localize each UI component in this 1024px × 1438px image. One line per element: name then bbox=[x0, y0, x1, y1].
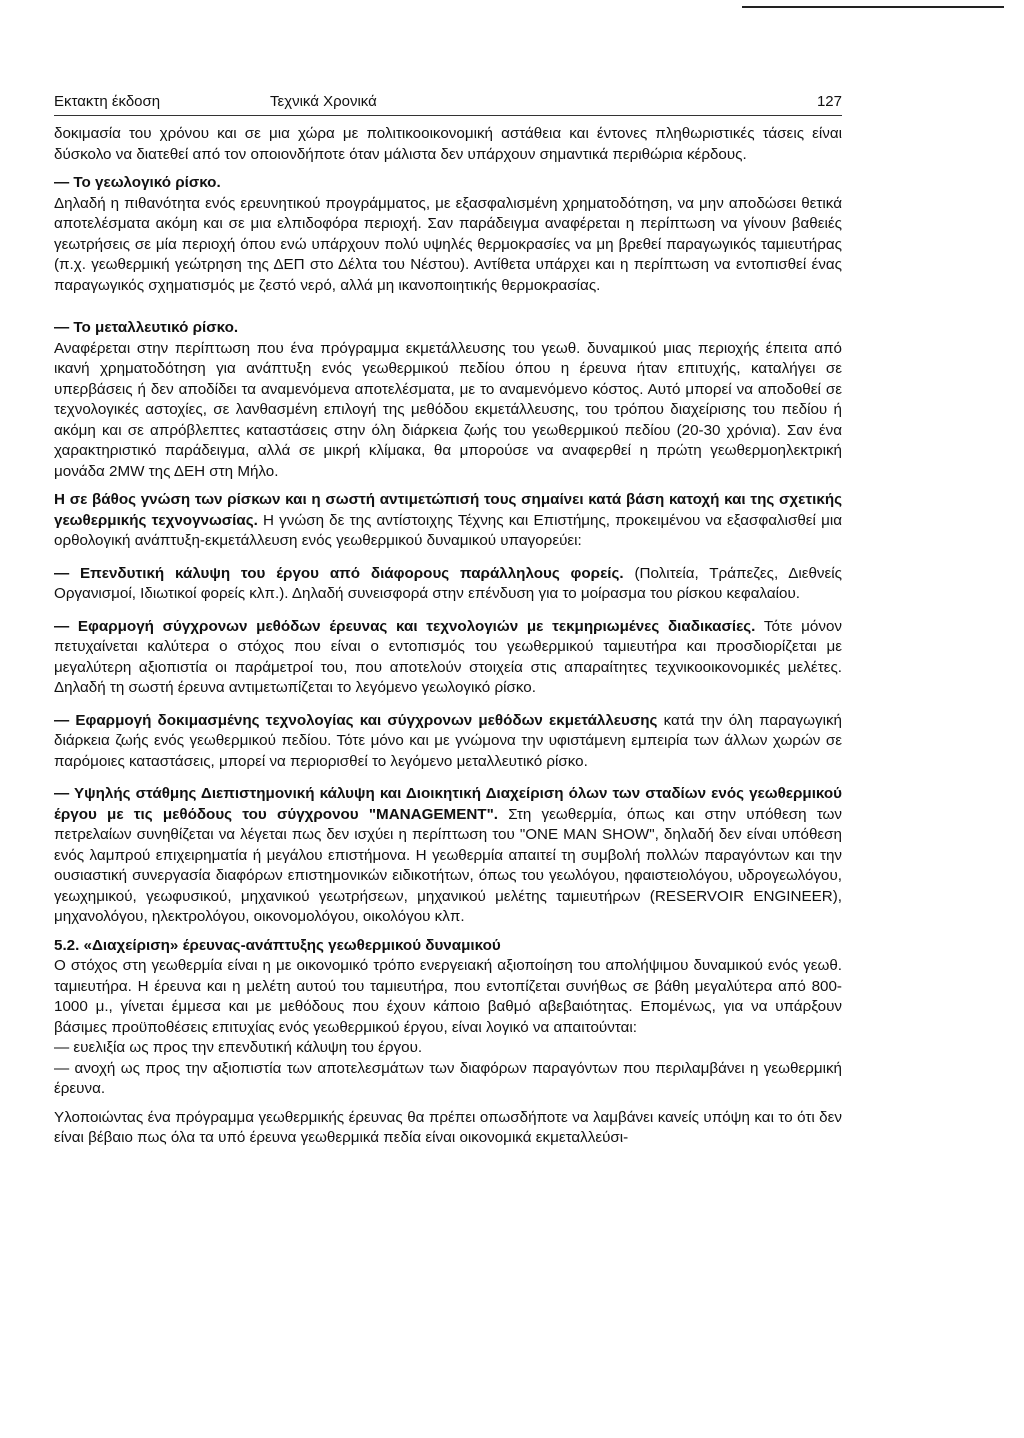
paragraph-section: Ο στόχος στη γεωθερμία είναι η με οικονομικό τρόπο ενεργειακή αξιοποίηση του απολήψιμου δυναμικού ενός γεωθ. ταμιευτήρα. Η έρευνα και η μελέτη αυτού του ταμιευτήρα, που εντοπίζεται συνήθως σε βάθη μεγαλύτερα από 800-1000 μ., γίνεται έμμεσα και με μεθόδους που έχουν κάποιο βαθμό αβεβαιότητας. Επομένως, για να υπάρξουν βάσιμες προϋποθέσεις επιτυχίας ενός γεωθερμικού έργου, είναι λογικό να απαιτούνται: bbox=[54, 957, 842, 1036]
bullet-research-methods-bold: — Εφαρμογή σύγχρονων μεθόδων έρευνας και τεχνολογιών με τεκμηριωμένες διαδικασίες. bbox=[54, 617, 756, 635]
bullet-management-rest: Στη γεωθερμία, όπως και στην υπόθεση των πετρελαίων συνηθίζεται να λέγεται πως δεν ισχύει η περίπτωση του "ONE MAN SHOW", δηλαδή δεν είναι υπόθεση ενός λαμπρού επιχειρηματία ή μεγάλου επιστήμονα. Η γεωθερμία απαιτεί τη συμβολή πολλών παραγόντων και την ουσιαστική συνεργασία διαφόρων επιστημονικών ειδικοτήτων, όπως του γεωλόγου, ηφαιστειολόγου, υδρογεωλόγου, γεωχημικού, γεωφυσικού, μηχανικού γεωτρήσεων, μηχανικού μελέτης ταμιευτήρων (RESERVOIR ENGINEER), μηχανολόγου, ηλεκτρολόγου, οικονομολόγου, οικολόγου κλπ. bbox=[54, 805, 843, 925]
list-item-flexibility: — ευελιξία ως προς την επενδυτική κάλυψη του έργου. bbox=[54, 1039, 423, 1056]
heading-geological-risk: — Το γεωλογικό ρίσκο. bbox=[54, 174, 221, 191]
paragraph-last: Υλοποιώντας ένα πρόγραμμα γεωθερμικής έρευνας θα πρέπει οπωσδήποτε να λαμβάνει κανείς υπόψη και το ότι δεν είναι βέβαιο πως όλα τα υπό έρευνα γεωθερμικά πεδία είναι οικονομικά εκμεταλλεύσι- bbox=[54, 1108, 842, 1146]
bullet-investment-rest: (Πολιτεία, Τράπεζες, Διεθνείς Οργανισμοί, Ιδιωτικοί φορείς κλπ.). Δηλαδή συνεισφορά στην επένδυση για το μοίρασμα του ρίσκου κεφαλαίου. bbox=[54, 564, 842, 602]
edition-label: Εκτακτη έκδοση bbox=[54, 93, 161, 110]
bullet-technology-bold: — Εφαρμογή δοκιμασμένης τεχνολογίας και σύγχρονων μεθόδων εκμετάλλευσης bbox=[54, 711, 658, 729]
section-heading: 5.2. «Διαχείριση» έρευνας-ανάπτυξης γεωθερμικού δυναμικού bbox=[54, 936, 501, 954]
bullet-investment-bold: — Επενδυτική κάλυψη του έργου από διάφορους παράλληλους φορείς. bbox=[54, 564, 624, 582]
bullet-research-methods-rest: Τότε μόνον πετυχαίνεται καλύτερα ο στόχος που είναι ο εντοπισμός του γεωθερμικού ταμιευτήρα και προσδιορίζεται με μεγαλύτερη αξιοπιστία οι παράμετροί του, που αποτελούν στοιχεία στις απαραίτητες τεχνικοοικονομικές μελέτες. Δηλαδή τη σωστή έρευνα αντιμετωπίζεται το λεγόμενο γεωλογικό ρίσκο. bbox=[54, 617, 843, 696]
bullet-management bbox=[54, 784, 842, 928]
bullet-investment bbox=[54, 564, 842, 605]
bullet-management-bold: — Υψηλής στάθμης Διεπιστημονική κάλυψη και Διοικητική Διαχείριση όλων των σταδίων ενός γεωθερμικού έργου με τις μεθόδους του σύγχρονου "MANAGEMENT". bbox=[54, 785, 842, 823]
bullet-research-methods bbox=[54, 617, 842, 699]
heading-mining-risk: — Το μεταλλευτικό ρίσκο. bbox=[54, 319, 239, 336]
top-rule bbox=[742, 6, 1004, 8]
page-number: 127 bbox=[816, 93, 842, 110]
paragraph-geological-risk: Δηλαδή η πιθανότητα ενός ερευνητικού προγράμματος, με εξασφαλισμένη χρηματοδότηση, να μην αποδώσει θετικά αποτελέσματα ακόμη και σε μια ελπιδοφόρα περιοχή. Σαν παράδειγμα αναφέρεται η περίπτωση να γίνουν βαθειές γεωτρήσεις σε μία περιοχή όπου ενώ υπάρχουν πολύ υψηλές θερμοκρασίες να μη βρεθεί παραγωγικός ταμιευτήρας (π.χ. γεωθερμική γεώτρηση της ΔΕΠ στο Δέλτα του Νέστου). Αντίθετα υπάρχει και η περίπτωση να εντοπισθεί ένας παραγωγικός σχηματισμός με ζεστό νερό, αλλά μη ικανοποιητικής θερμοκρασίας. bbox=[54, 194, 842, 294]
bullet-technology bbox=[54, 711, 842, 773]
journal-title: Τεχνικά Χρονικά bbox=[270, 93, 377, 110]
know-how-rest: Η γνώση δε της αντίστοιχης Τέχνης και Επιστήμης, προκειμένου να εξασφαλισθεί μια ορθολογική ανάπτυξη-εκμετάλλευση ενός γεωθερμικού δυναμικού υπαγορεύει: bbox=[54, 511, 842, 549]
paragraph-intro: δοκιμασία του χρόνου και σε μια χώρα με πολιτικοοικονομική αστάθεια και έντονες πληθωριστικές τάσεις είναι δύσκολο να διατεθεί από τον οποιονδήποτε όταν μάλιστα δεν υπάρχουν σημαντικά περιθώρια κέρδους. bbox=[54, 125, 842, 163]
paragraph-know-how bbox=[54, 490, 842, 552]
paragraph-mining-risk: Αναφέρεται στην περίπτωση που ένα πρόγραμμα εκμετάλλευσης του γεωθ. δυναμικού μιας περιοχής έπειτα από ικανή χρηματοδότηση για ανάπτυξη ενός γεωθερμικού πεδίου όπου η έρευνα ήταν επιτυχής, καταλήγει σε υπερβάσεις ή δεν αποδίδει τα αναμενόμενα αποτελέσματα, με το αναμενόμενο κόστος. Αυτό μπορεί να αποδοθεί σε τεχνολογικές αστοχίες, σε λανθασμένη επιλογή της μεθόδου εκμετάλλευσης, του τρόπου διαχείρισης του πεδίου ή ακόμη και σε απρόβλεπτες καταστάσεις στην όλη διάρκεια ζωής του γεωθερμικού πεδίου (20-30 χρόνια). Σαν ένα χαρακτηριστικό παράδειγμα, αλλά σε μικρή κλίμακα, θα μπορούσε να αναφερθεί η πρώτη γεωθερμοηλεκτρική μονάδα 2MW της ΔΕΗ στη Μήλο. bbox=[54, 339, 842, 480]
page-body bbox=[54, 124, 842, 1149]
bullet-technology-rest: κατά την όλη παραγωγική διάρκεια ζωής ενός γεωθερμικού πεδίου. Τότε μόνο και με γνώμονα την υφιστάμενη εμπειρία των άλλων χωρών σε παρόμοιες καταστάσεις, μπορεί να περιορισθεί το λεγόμενο μεταλλευτικό ρίσκο. bbox=[54, 711, 843, 770]
list-item-tolerance: — ανοχή ως προς την αξιοπιστία των αποτελεσμάτων των διαφόρων παραγόντων που περιλαμβάνει η γεωθερμική έρευνα. bbox=[54, 1059, 842, 1097]
know-how-bold: Η σε βάθος γνώση των ρίσκων και η σωστή αντιμετώπισή τους σημαίνει κατά βάση κατοχή και της σχετικής γεωθερμικής τεχνογνωσίας. bbox=[54, 491, 842, 529]
running-header bbox=[54, 93, 842, 116]
